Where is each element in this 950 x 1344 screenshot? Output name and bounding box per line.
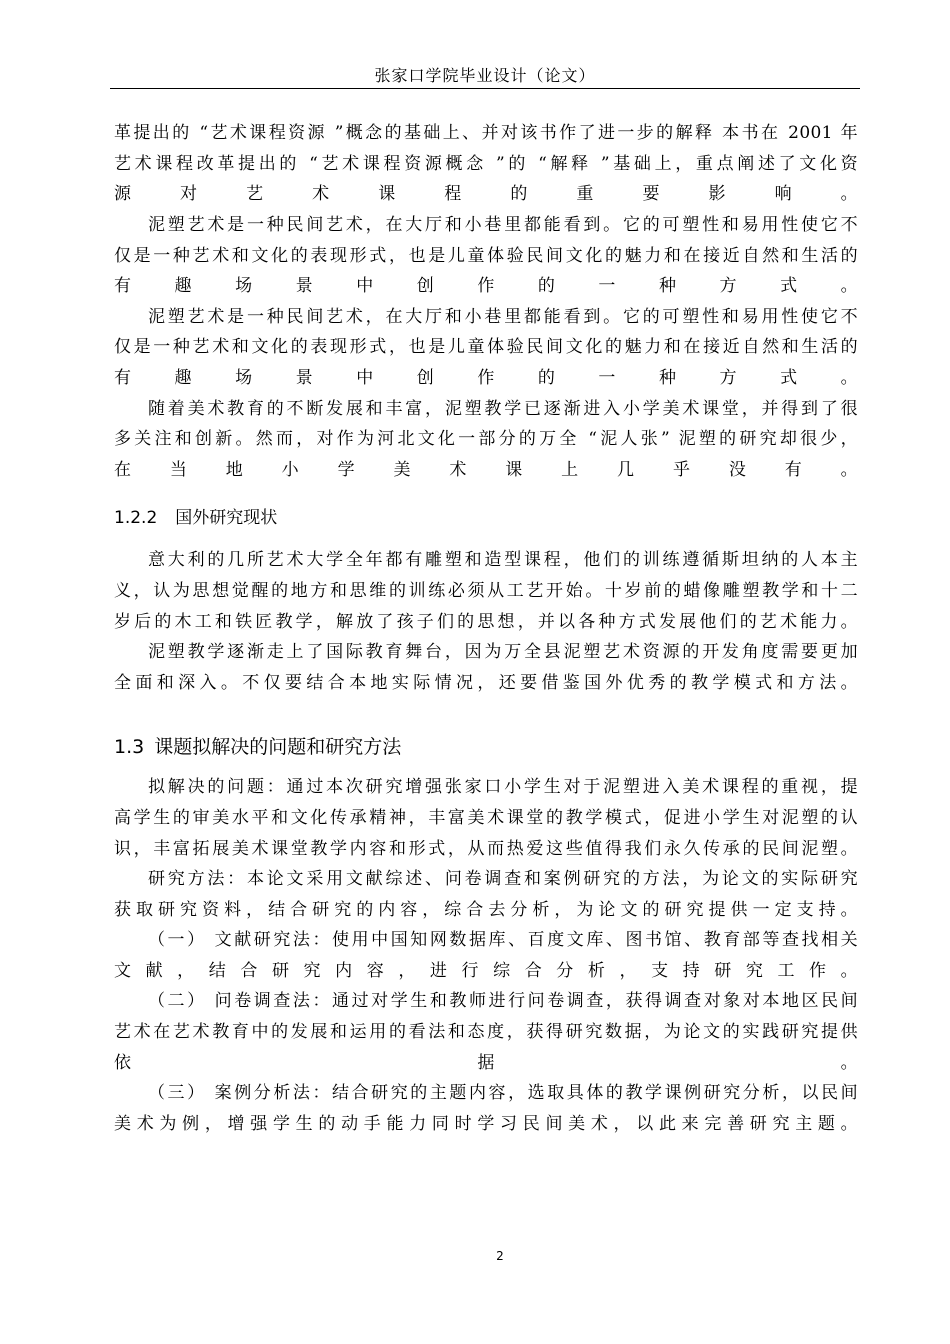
heading-title: 国外研究现状 bbox=[175, 508, 278, 529]
text-line: 岁后的木工和铁匠教学，解放了孩子们的思想，并以各种方式发展他们的艺术能力。 bbox=[114, 611, 858, 632]
text-line: 在当地小学美术课上几乎没有。 bbox=[114, 459, 858, 480]
text-line: 泥塑艺术是一种民间艺术，在大厅和小巷里都能看到。它的可塑性和易用性使它不 bbox=[148, 306, 858, 327]
text-line: （二） 问卷调查法：通过对学生和教师进行问卷调查，获得调查对象对本地区民间 bbox=[148, 991, 858, 1012]
text-line: 艺术在艺术教育中的发展和运用的看法和态度，获得研究数据，为论文的实践研究提供 bbox=[114, 1022, 858, 1043]
text-line: 仅是一种艺术和文化的表现形式，也是儿童体验民间文化的魅力和在接近自然和生活的 bbox=[114, 245, 858, 266]
method-questionnaire bbox=[114, 986, 858, 1078]
text-line: 源对艺术课程的重要影响。 bbox=[114, 184, 858, 205]
heading-1-2-2 bbox=[114, 503, 858, 533]
text-line: 有趣场景中创作的一种方式。 bbox=[114, 367, 858, 388]
text-line: 拟解决的问题：通过本次研究增强张家口小学生对于泥塑进入美术课程的重视，提 bbox=[148, 777, 858, 798]
text-line: 全面和深入。不仅要结合本地实际情况，还要借鉴国外优秀的教学模式和方法。 bbox=[114, 672, 858, 693]
text-line: 泥塑艺术是一种民间艺术，在大厅和小巷里都能看到。它的可塑性和易用性使它不 bbox=[148, 215, 858, 235]
text-line: 识，丰富拓展美术课堂教学内容和形式，从而热爱这些值得我们永久传承的民间泥塑。 bbox=[114, 838, 858, 859]
text-line: （一） 文献研究法：使用中国知网数据库、百度文库、图书馆、教育部等查找相关 bbox=[148, 930, 858, 951]
text-line: 多关注和创新。然而，对作为河北文化一部分的万全 “泥人张” 泥塑的研究却很少， bbox=[114, 429, 858, 450]
text-line: 美术为例，增强学生的动手能力同时学习民间美术，以此来完善研究主题。 bbox=[114, 1113, 858, 1134]
paragraph-international bbox=[114, 637, 858, 698]
heading-number: 1.2.2 bbox=[114, 508, 158, 529]
page-body bbox=[114, 118, 858, 1139]
header-rule bbox=[110, 88, 860, 89]
text-line: 研究方法：本论文采用文献综述、问卷调查和案例研究的方法，为论文的实际研究 bbox=[148, 869, 858, 890]
text-line: 随着美术教育的不断发展和丰富，泥塑教学已逐渐进入小学美术课堂，并得到了很 bbox=[148, 398, 858, 419]
text-line: （三） 案例分析法：结合研究的主题内容，选取具体的教学课例研究分析，以民间 bbox=[148, 1083, 858, 1104]
method-literature bbox=[114, 925, 858, 986]
text-line: 获取研究资料，结合研究的内容，综合去分析，为论文的研究提供一定支持。 bbox=[114, 899, 858, 920]
paragraph-nisu-1 bbox=[114, 210, 858, 302]
heading-title: 课题拟解决的问题和研究方法 bbox=[154, 736, 402, 759]
text-line: 意大利的几所艺术大学全年都有雕塑和造型课程，他们的训练遵循斯坦纳的人本主 bbox=[148, 550, 858, 571]
paragraph-italy bbox=[114, 545, 858, 637]
running-header: 张家口学院毕业设计（论文） bbox=[374, 66, 596, 85]
text-line: 泥塑教学逐渐走上了国际教育舞台，因为万全县泥塑艺术资源的开发角度需要更加 bbox=[148, 642, 858, 663]
paragraph-problems bbox=[114, 772, 858, 864]
text-line: 高学生的审美水平和文化传承精神，丰富美术课堂的教学模式，促进小学生对泥塑的认 bbox=[114, 807, 858, 828]
heading-1-3 bbox=[114, 732, 858, 762]
paragraph-methods bbox=[114, 864, 858, 925]
text-line: 依据。 bbox=[114, 1052, 858, 1073]
method-case-study bbox=[114, 1078, 858, 1139]
text-line: 艺术课程改革提出的 “艺术课程资源概念 ”的 “解释 ”基础上，重点阐述了文化资 bbox=[114, 153, 858, 174]
text-line: 文献，结合研究内容，进行综合分析，支持研究工作。 bbox=[114, 960, 858, 981]
paragraph-continuation bbox=[114, 118, 858, 210]
text-line: 义，认为思想觉醒的地方和思维的训练必须从工艺开始。十岁前的蜡像雕塑教学和十二 bbox=[114, 580, 858, 601]
text-line: 有趣场景中创作的一种方式。 bbox=[114, 276, 858, 297]
text-line: 革提出的 “艺术课程资源 ”概念的基础上、并对该书作了进一步的解释 本书在 2001 年 bbox=[114, 123, 858, 143]
text-line: 仅是一种艺术和文化的表现形式，也是儿童体验民间文化的魅力和在接近自然和生活的 bbox=[114, 337, 858, 358]
heading-number: 1.3 bbox=[114, 736, 145, 759]
paragraph-development bbox=[114, 394, 858, 486]
page-number: 2 bbox=[496, 1249, 504, 1263]
paragraph-nisu-2 bbox=[114, 302, 858, 394]
